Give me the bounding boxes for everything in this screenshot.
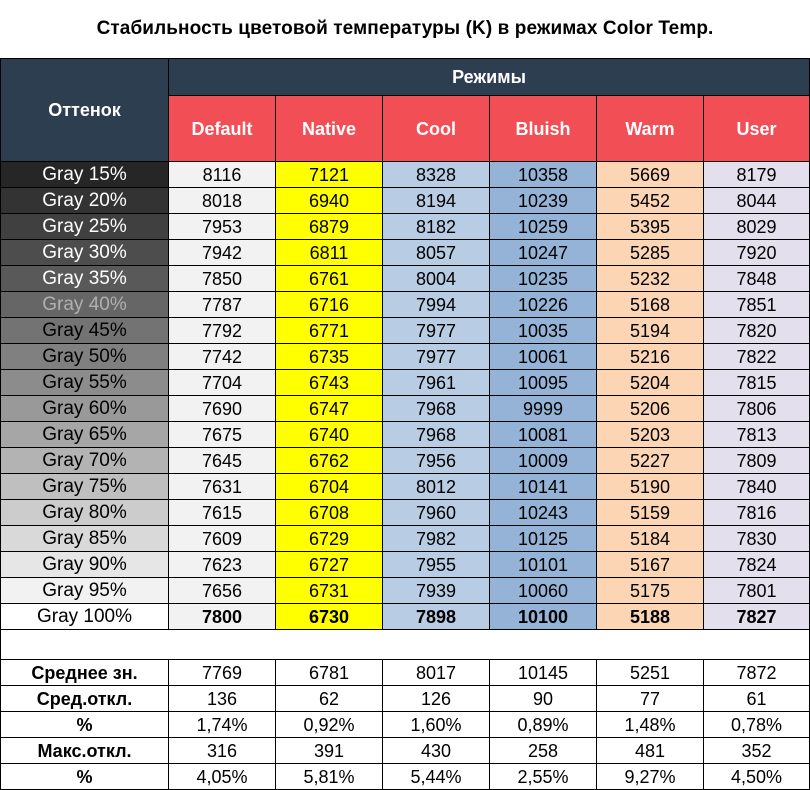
value-cell-user: 7920: [704, 240, 810, 266]
shade-swatch-cell: Gray 85%: [1, 526, 169, 552]
value-cell-default: 8018: [169, 188, 276, 214]
value-cell-cool: 8004: [383, 266, 490, 292]
stat-row: [1, 686, 810, 712]
table-row: [1, 422, 810, 448]
value-cell-cool: 8194: [383, 188, 490, 214]
value-cell-default: 7631: [169, 474, 276, 500]
value-cell-bluish: 10259: [490, 214, 597, 240]
value-cell-bluish: 10125: [490, 526, 597, 552]
value-cell-cool: 7968: [383, 422, 490, 448]
value-cell-warm: 5168: [597, 292, 704, 318]
shade-swatch-cell: Gray 90%: [1, 552, 169, 578]
value-cell-default: 7953: [169, 214, 276, 240]
mode-header-native: Native: [276, 96, 383, 162]
shade-swatch-cell: Gray 100%: [1, 604, 169, 630]
stat-value-user: 0,78%: [704, 712, 810, 738]
mode-header-default: Default: [169, 96, 276, 162]
value-cell-native: 6771: [276, 318, 383, 344]
value-cell-default: 7800: [169, 604, 276, 630]
value-cell-warm: 5216: [597, 344, 704, 370]
value-cell-cool: 7977: [383, 344, 490, 370]
value-cell-bluish: 10095: [490, 370, 597, 396]
shade-swatch-cell: Gray 80%: [1, 500, 169, 526]
stat-value-user: 4,50%: [704, 764, 810, 790]
stat-row: [1, 712, 810, 738]
value-cell-cool: 7960: [383, 500, 490, 526]
value-cell-default: 7690: [169, 396, 276, 422]
value-cell-warm: 5669: [597, 162, 704, 188]
value-cell-user: 7809: [704, 448, 810, 474]
spacer-cell: [1, 630, 810, 660]
stat-value-cool: 8017: [383, 660, 490, 686]
value-cell-user: 7801: [704, 578, 810, 604]
value-cell-native: 6731: [276, 578, 383, 604]
stat-value-bluish: 2,55%: [490, 764, 597, 790]
table-row: [1, 578, 810, 604]
stat-value-warm: 9,27%: [597, 764, 704, 790]
table-row: [1, 396, 810, 422]
shade-swatch-cell: Gray 30%: [1, 240, 169, 266]
stat-value-cool: 5,44%: [383, 764, 490, 790]
value-cell-cool: 7898: [383, 604, 490, 630]
shade-swatch-cell: Gray 25%: [1, 214, 169, 240]
table-row: [1, 474, 810, 500]
value-cell-cool: 8012: [383, 474, 490, 500]
modes-group-header: Режимы: [169, 59, 810, 96]
value-cell-user: 7806: [704, 396, 810, 422]
stat-value-warm: 481: [597, 738, 704, 764]
stat-value-bluish: 0,89%: [490, 712, 597, 738]
value-cell-native: 6727: [276, 552, 383, 578]
value-cell-native: 6747: [276, 396, 383, 422]
value-cell-native: 6735: [276, 344, 383, 370]
value-cell-cool: 7961: [383, 370, 490, 396]
value-cell-warm: 5452: [597, 188, 704, 214]
value-cell-cool: 8057: [383, 240, 490, 266]
table-row: [1, 188, 810, 214]
table-row: [1, 552, 810, 578]
value-cell-warm: 5206: [597, 396, 704, 422]
mode-header-cool: Cool: [383, 96, 490, 162]
value-cell-user: 7824: [704, 552, 810, 578]
value-cell-bluish: 10243: [490, 500, 597, 526]
stat-label: Сред.откл.: [1, 686, 169, 712]
value-cell-default: 7850: [169, 266, 276, 292]
value-cell-cool: 7968: [383, 396, 490, 422]
value-cell-cool: 7956: [383, 448, 490, 474]
stat-value-default: 136: [169, 686, 276, 712]
stat-value-cool: 430: [383, 738, 490, 764]
shade-swatch-cell: Gray 35%: [1, 266, 169, 292]
stat-value-native: 62: [276, 686, 383, 712]
stat-label: Макс.откл.: [1, 738, 169, 764]
stat-value-user: 7872: [704, 660, 810, 686]
shade-swatch-cell: Gray 20%: [1, 188, 169, 214]
value-cell-native: 6762: [276, 448, 383, 474]
stat-value-user: 352: [704, 738, 810, 764]
value-cell-native: 6740: [276, 422, 383, 448]
value-cell-default: 7942: [169, 240, 276, 266]
value-cell-user: 7815: [704, 370, 810, 396]
shade-swatch-cell: Gray 60%: [1, 396, 169, 422]
stat-label: Среднее зн.: [1, 660, 169, 686]
value-cell-user: 7816: [704, 500, 810, 526]
stat-value-default: 7769: [169, 660, 276, 686]
value-cell-user: 8044: [704, 188, 810, 214]
value-cell-bluish: 10061: [490, 344, 597, 370]
value-cell-user: 7813: [704, 422, 810, 448]
value-cell-cool: 7994: [383, 292, 490, 318]
value-cell-warm: 5395: [597, 214, 704, 240]
stat-label: %: [1, 712, 169, 738]
stat-value-warm: 77: [597, 686, 704, 712]
value-cell-warm: 5227: [597, 448, 704, 474]
value-cell-default: 7615: [169, 500, 276, 526]
value-cell-bluish: 10239: [490, 188, 597, 214]
value-cell-cool: 7939: [383, 578, 490, 604]
stat-value-cool: 126: [383, 686, 490, 712]
value-cell-default: 7675: [169, 422, 276, 448]
table-row: [1, 214, 810, 240]
table-row: [1, 162, 810, 188]
spacer-row: [1, 630, 810, 660]
value-cell-native: 6708: [276, 500, 383, 526]
mode-header-warm: Warm: [597, 96, 704, 162]
table-row: [1, 500, 810, 526]
shade-swatch-cell: Gray 45%: [1, 318, 169, 344]
value-cell-native: 7121: [276, 162, 383, 188]
value-cell-bluish: 10226: [490, 292, 597, 318]
shade-swatch-cell: Gray 55%: [1, 370, 169, 396]
value-cell-bluish: 10141: [490, 474, 597, 500]
table-row: [1, 292, 810, 318]
value-cell-bluish: 10235: [490, 266, 597, 292]
value-cell-native: 6729: [276, 526, 383, 552]
shade-swatch-cell: Gray 75%: [1, 474, 169, 500]
value-cell-user: 7822: [704, 344, 810, 370]
stat-value-warm: 5251: [597, 660, 704, 686]
table-row: [1, 604, 810, 630]
color-temperature-table: [0, 58, 810, 790]
value-cell-cool: 7955: [383, 552, 490, 578]
value-cell-warm: 5184: [597, 526, 704, 552]
shade-swatch-cell: Gray 65%: [1, 422, 169, 448]
mode-header-bluish: Bluish: [490, 96, 597, 162]
stat-value-bluish: 90: [490, 686, 597, 712]
value-cell-warm: 5190: [597, 474, 704, 500]
stat-row: [1, 660, 810, 686]
value-cell-warm: 5285: [597, 240, 704, 266]
stat-value-cool: 1,60%: [383, 712, 490, 738]
value-cell-warm: 5194: [597, 318, 704, 344]
value-cell-bluish: 10358: [490, 162, 597, 188]
shade-swatch-cell: Gray 40%: [1, 292, 169, 318]
stat-value-bluish: 258: [490, 738, 597, 764]
shade-swatch-cell: Gray 95%: [1, 578, 169, 604]
value-cell-warm: 5167: [597, 552, 704, 578]
mode-header-user: User: [704, 96, 810, 162]
stat-value-native: 5,81%: [276, 764, 383, 790]
stat-value-default: 1,74%: [169, 712, 276, 738]
value-cell-user: 7827: [704, 604, 810, 630]
value-cell-default: 7609: [169, 526, 276, 552]
value-cell-user: 7820: [704, 318, 810, 344]
value-cell-cool: 7977: [383, 318, 490, 344]
value-cell-default: 7792: [169, 318, 276, 344]
value-cell-default: 7742: [169, 344, 276, 370]
stat-row: [1, 764, 810, 790]
value-cell-user: 7830: [704, 526, 810, 552]
value-cell-default: 7645: [169, 448, 276, 474]
shade-swatch-cell: Gray 15%: [1, 162, 169, 188]
stat-value-warm: 1,48%: [597, 712, 704, 738]
value-cell-user: 8179: [704, 162, 810, 188]
value-cell-user: 7851: [704, 292, 810, 318]
value-cell-native: 6879: [276, 214, 383, 240]
value-cell-warm: 5175: [597, 578, 704, 604]
value-cell-native: 6811: [276, 240, 383, 266]
value-cell-default: 7787: [169, 292, 276, 318]
value-cell-user: 8029: [704, 214, 810, 240]
table-row: [1, 526, 810, 552]
value-cell-warm: 5159: [597, 500, 704, 526]
value-cell-default: 7656: [169, 578, 276, 604]
value-cell-user: 7840: [704, 474, 810, 500]
value-cell-bluish: 10247: [490, 240, 597, 266]
table-row: [1, 448, 810, 474]
stat-value-user: 61: [704, 686, 810, 712]
value-cell-native: 6761: [276, 266, 383, 292]
stat-value-native: 391: [276, 738, 383, 764]
stat-label: %: [1, 764, 169, 790]
value-cell-warm: 5204: [597, 370, 704, 396]
value-cell-user: 7848: [704, 266, 810, 292]
value-cell-warm: 5188: [597, 604, 704, 630]
value-cell-cool: 8328: [383, 162, 490, 188]
value-cell-warm: 5203: [597, 422, 704, 448]
value-cell-native: 6704: [276, 474, 383, 500]
value-cell-bluish: 10081: [490, 422, 597, 448]
table-row: [1, 240, 810, 266]
table-row: [1, 344, 810, 370]
value-cell-bluish: 10101: [490, 552, 597, 578]
table-row: [1, 370, 810, 396]
value-cell-bluish: 10060: [490, 578, 597, 604]
stat-value-default: 316: [169, 738, 276, 764]
stat-row: [1, 738, 810, 764]
value-cell-default: 8116: [169, 162, 276, 188]
table-row: [1, 318, 810, 344]
stat-value-bluish: 10145: [490, 660, 597, 686]
value-cell-native: 6716: [276, 292, 383, 318]
value-cell-native: 6940: [276, 188, 383, 214]
value-cell-bluish: 10035: [490, 318, 597, 344]
stat-value-default: 4,05%: [169, 764, 276, 790]
shade-column-header: Оттенок: [1, 59, 169, 162]
value-cell-default: 7623: [169, 552, 276, 578]
value-cell-cool: 7982: [383, 526, 490, 552]
shade-swatch-cell: Gray 70%: [1, 448, 169, 474]
table-row: [1, 266, 810, 292]
stat-value-native: 0,92%: [276, 712, 383, 738]
value-cell-warm: 5232: [597, 266, 704, 292]
value-cell-native: 6730: [276, 604, 383, 630]
value-cell-bluish: 10100: [490, 604, 597, 630]
value-cell-cool: 8182: [383, 214, 490, 240]
value-cell-native: 6743: [276, 370, 383, 396]
stat-value-native: 6781: [276, 660, 383, 686]
value-cell-bluish: 9999: [490, 396, 597, 422]
value-cell-default: 7704: [169, 370, 276, 396]
value-cell-bluish: 10009: [490, 448, 597, 474]
shade-swatch-cell: Gray 50%: [1, 344, 169, 370]
table-title: Стабильность цветовой температуры (K) в режимах Color Temp.: [96, 18, 714, 39]
